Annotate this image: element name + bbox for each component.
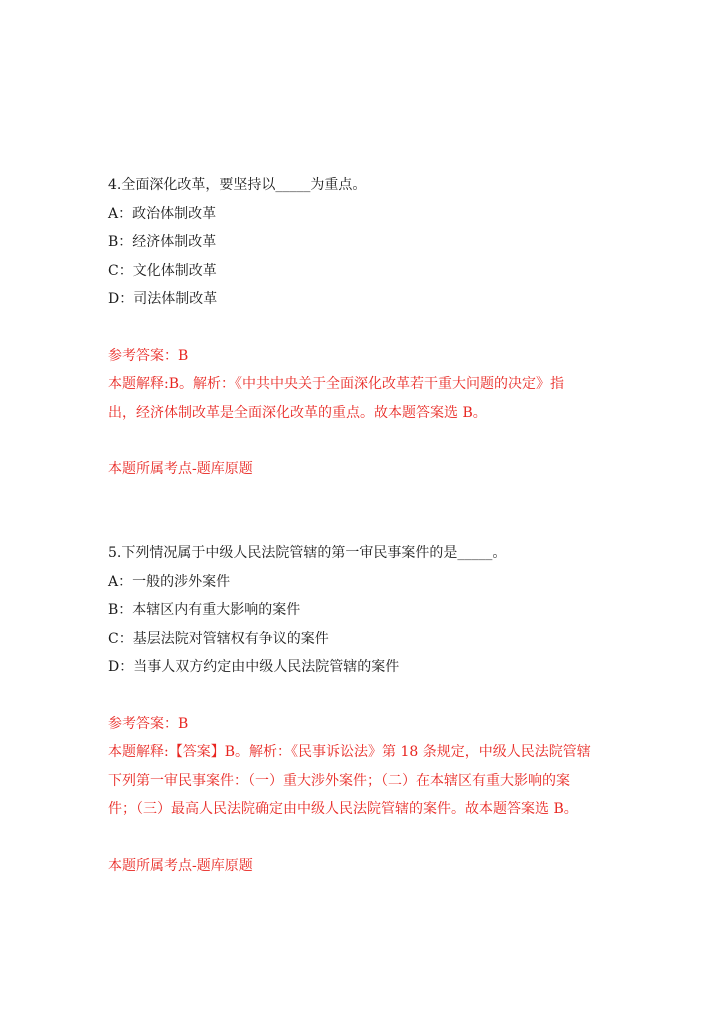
question-5-option-d: D：当事人双方约定由中级人民法院管辖的案件 (108, 659, 400, 675)
question-5-option-c: C：基层法院对管辖权有争议的案件 (108, 631, 329, 647)
question-4-explanation-line-2: 出，经济体制改革是全面深化改革的重点。故本题答案选 B。 (108, 405, 487, 421)
question-5-option-a: A：一般的涉外案件 (108, 574, 231, 590)
question-5-explanation-line-2: 下列第一审民事案件：（一）重大涉外案件；（二）在本辖区有重大影响的案 (108, 773, 570, 789)
question-4-answer: 参考答案：B (108, 348, 189, 364)
question-5-explanation-line-1: 本题解释:【答案】B。解析：《民事诉讼法》第 18 条规定，中级人民法院管辖 (108, 744, 591, 760)
question-4-source: 本题所属考点-题库原题 (108, 461, 253, 477)
question-5-option-b: B：本辖区内有重大影响的案件 (108, 602, 301, 618)
question-5-answer: 参考答案：B (108, 716, 189, 732)
question-4-option-b: B：经济体制改革 (108, 234, 217, 250)
question-4-stem: 4.全面深化改革，要坚持以_____为重点。 (108, 177, 367, 193)
question-5-explanation-line-3: 件；（三）最高人民法院确定由中级人民法院管辖的案件。故本题答案选 B。 (108, 801, 578, 817)
question-4-option-d: D：司法体制改革 (108, 291, 218, 307)
question-4-option-c: C：文化体制改革 (108, 263, 217, 279)
question-5-stem: 5.下列情况属于中级人民法院管辖的第一审民事案件的是_____。 (108, 545, 507, 561)
question-4-explanation-line-1: 本题解释:B。解析：《中共中央关于全面深化改革若干重大问题的决定》指 (108, 376, 565, 392)
question-5-source: 本题所属考点-题库原题 (108, 858, 253, 874)
question-4-option-a: A：政治体制改革 (108, 206, 217, 222)
